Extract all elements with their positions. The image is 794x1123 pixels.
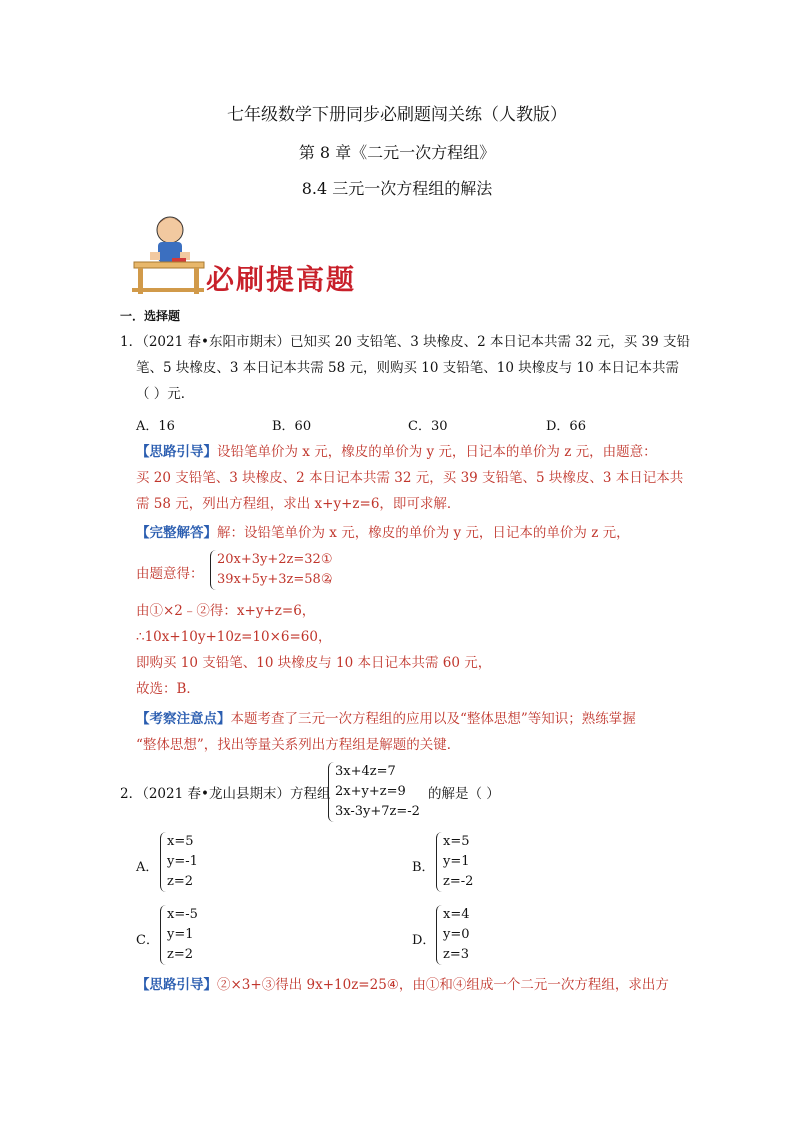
q2-option-d-label: D． — [412, 933, 436, 948]
q2-a-z: z=2 — [167, 874, 194, 889]
q1-hint-tag: 【思路引导】 — [136, 444, 217, 460]
q1-step4: 故选：B． — [136, 681, 200, 697]
chapter-title: 第 8 章《二元一次方程组》 — [298, 143, 496, 162]
q2-lead: 2．（2021 春•龙山县期末）方程组 — [120, 786, 331, 802]
q2-sys-eq2: 2x+y+z=9 — [335, 784, 406, 799]
q1-option-b: B．60 — [272, 419, 312, 434]
q1-hint2: 买 20 支铅笔、3 块橡皮、2 本日记本共需 32 元，买 39 支铅笔、5 块橡皮、3 本日记本共 — [136, 470, 684, 486]
q2-c-z: z=2 — [167, 947, 194, 962]
q2-option-b — [436, 832, 473, 892]
q2-b-z: z=-2 — [443, 874, 474, 889]
q1-line1: 1．（2021 春•东阳市期末）已知买 20 支铅笔、3 块橡皮、2 本日记本共需 32 元，买 39 支铅 — [120, 334, 690, 350]
q1-answer-tag: 【完整解答】 — [136, 525, 217, 541]
q1-hint1: 设铅笔单价为 x 元，橡皮的单价为 y 元，日记本的单价为 z 元，由题意： — [217, 444, 657, 460]
q2-equation-system — [328, 762, 420, 822]
q2-b-y: y=1 — [443, 854, 470, 869]
q2-option-c — [160, 905, 198, 965]
q1-option-c: C．30 — [408, 419, 448, 434]
q2-d-y: y=0 — [443, 927, 470, 942]
q1-option-d: D．66 — [546, 419, 586, 434]
part-title: 一．选择题 — [120, 309, 181, 323]
q1-note1: 本题考查了三元一次方程组的应用以及“整体思想”等知识；熟练掌握 — [230, 711, 636, 727]
q2-c-x: x=-5 — [167, 907, 198, 922]
q2-b-x: x=5 — [443, 834, 470, 849]
q2-d-x: x=4 — [443, 907, 470, 922]
q2-option-c-label: C． — [136, 933, 159, 948]
q2-c-y: y=1 — [167, 927, 194, 942]
q1-hint3: 需 58 元，列出方程组，求出 x+y+z=6，即可求解． — [136, 496, 461, 512]
student-illustration-icon — [128, 208, 208, 298]
q2-hint-tag: 【思路引导】 — [136, 977, 217, 993]
q2-option-a — [160, 832, 198, 892]
q1-answer2-label: 由题意得： — [136, 566, 204, 582]
q1-line2: 笔、5 块橡皮、3 本日记本共需 58 元，则购买 10 支铅笔、10 块橡皮与 10 本日记本共需 — [136, 360, 680, 376]
q1-answer1: 解：设铅笔单价为 x 元，橡皮的单价为 y 元，日记本的单价为 z 元， — [217, 525, 630, 541]
q2-tail: 的解是（ ） — [428, 786, 500, 802]
q2-option-b-label: B． — [412, 860, 435, 875]
q2-sys-eq1: 3x+4z=7 — [335, 764, 396, 779]
q2-a-x: x=5 — [167, 834, 194, 849]
q1-equation-system — [210, 550, 332, 590]
q1-note-tag: 【考察注意点】 — [136, 711, 231, 727]
q1-note2: “整体思想”，找出等量关系列出方程组是解题的关键． — [136, 737, 461, 753]
q1-step3: 即购买 10 支铅笔、10 块橡皮与 10 本日记本共需 60 元， — [136, 655, 492, 671]
q2-d-z: z=3 — [443, 947, 470, 962]
q2-a-y: y=-1 — [167, 854, 198, 869]
q1-eq-tail: ， — [328, 570, 342, 585]
q1-eq1: 20x+3y+2z=32① — [217, 552, 333, 567]
q2-option-a-label: A． — [136, 860, 159, 875]
q2-sys-eq3: 3x-3y+7z=-2 — [335, 804, 420, 819]
q2-option-d — [436, 905, 470, 965]
banner-title: 必刷提高题 — [206, 263, 357, 296]
q1-step2: ∴10x+10y+10z=10×6=60， — [136, 629, 332, 645]
q2-hint1: ②×3+③得出 9x+10z=25④，由①和④组成一个二元一次方程组，求出方 — [217, 977, 669, 993]
doc-title: 七年级数学下册同步必刷题闯关练（人教版） — [227, 105, 567, 125]
q1-step1: 由①×2﹣②得：x+y+z=6， — [136, 603, 316, 619]
q1-eq2: 39x+5y+3z=58② — [217, 572, 333, 587]
q1-line3: （ ）元． — [136, 386, 195, 402]
section-title: 8.4 三元一次方程组的解法 — [301, 179, 493, 198]
q1-option-a: A．16 — [136, 419, 175, 434]
